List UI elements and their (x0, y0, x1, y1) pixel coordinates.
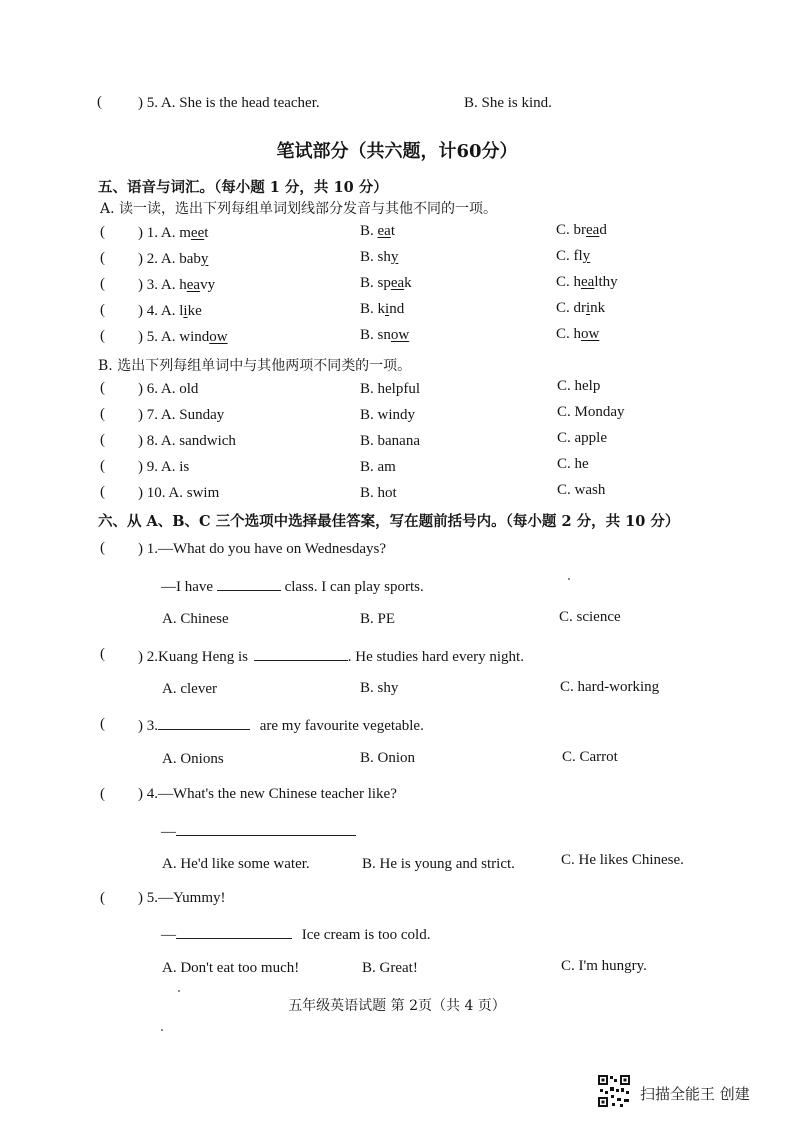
part-a-row-5-option-c: C. how (556, 326, 600, 342)
answer-paren: ( (100, 380, 105, 396)
part-b-row-9-option-a: ) 9. A. is (138, 459, 190, 475)
answer-paren: ( (100, 432, 105, 448)
q4-option-c: C. He likes Chinese. (561, 852, 684, 868)
answer-paren: ( (100, 890, 105, 906)
part-a-row-2-option-a: ) 2. A. baby (138, 251, 209, 267)
part-b-row-6-option-c: C. help (557, 378, 601, 394)
answer-blank[interactable] (217, 576, 281, 591)
answer-blank[interactable] (176, 924, 292, 939)
answer-blank[interactable] (158, 715, 250, 730)
part-b-row-8-option-b: B. banana (360, 433, 420, 449)
part-a-row-3-option-b: B. speak (360, 275, 412, 291)
answer-blank[interactable] (254, 646, 348, 661)
part-b-row-9-option-c: C. he (557, 456, 589, 472)
answer-paren: ( (100, 716, 105, 732)
answer-paren: ( (100, 458, 105, 474)
part-b-row-9-option-b: B. am (360, 459, 396, 475)
top-item-option-a: ) 5. A. She is the head teacher. (138, 95, 320, 111)
part-b-row-8-option-c: C. apple (557, 430, 607, 446)
q4-option-b: B. He is young and strict. (362, 856, 515, 872)
scan-speck (568, 578, 570, 580)
q3-stem: ) 3. are my favourite vegetable. (138, 715, 424, 735)
part-a-row-3-option-c: C. healthy (556, 274, 618, 290)
part-a-row-2-option-b: B. shy (360, 249, 399, 265)
q2-option-b: B. shy (360, 680, 399, 696)
q1-option-a: A. Chinese (162, 611, 229, 627)
answer-paren: ( (100, 302, 105, 318)
part-a-row-4-option-a: ) 4. A. like (138, 303, 202, 319)
part-a-row-2-option-c: C. fly (556, 248, 591, 264)
answer-blank[interactable] (176, 821, 356, 836)
part-a-row-5-option-a: ) 5. A. window (138, 329, 228, 345)
answer-paren: ( (100, 484, 105, 500)
part-a-row-3-option-a: ) 3. A. heavy (138, 277, 216, 293)
scan-speck (161, 1029, 163, 1031)
part-a-row-1-option-b: B. eat (360, 223, 396, 239)
q4-line2: — (161, 821, 356, 841)
answer-paren: ( (100, 224, 105, 240)
part-a-row-4-option-b: B. kind (360, 301, 405, 317)
part-a-row-1-option-a: ) 1. A. meet (138, 225, 209, 241)
section-5a-title: A. 读一读，选出下列每组单词划线部分发音与其他不同的一项。 (100, 201, 498, 217)
answer-paren: ( (100, 406, 105, 422)
part-b-row-7-option-c: C. Monday (557, 404, 625, 420)
answer-paren: ( (100, 250, 105, 266)
part-a-row-4-option-c: C. drink (556, 300, 606, 316)
written-section-heading: 笔试部分（共六题，计60分） (276, 141, 518, 162)
answer-paren: ( (97, 94, 102, 110)
part-b-row-10-option-b: B. hot (360, 485, 397, 501)
part-b-row-8-option-a: ) 8. A. sandwich (138, 433, 236, 449)
q5-stem: ) 5.—Yummy! (138, 890, 226, 906)
q3-option-a: A. Onions (162, 751, 224, 767)
part-b-row-7-option-b: B. windy (360, 407, 416, 423)
section-5-title: 五、语音与词汇。（每小题 1 分，共 10 分） (98, 179, 388, 196)
q2-option-c: C. hard-working (560, 679, 660, 695)
qr-code-icon (597, 1074, 631, 1108)
top-item-option-b: B. She is kind. (464, 95, 552, 111)
q1-option-c: C. science (559, 609, 621, 625)
q1-stem: ) 1.—What do you have on Wednesdays? (138, 541, 387, 557)
q3-option-c: C. Carrot (562, 749, 618, 765)
part-b-row-7-option-a: ) 7. A. Sunday (138, 407, 225, 423)
page-footer: 五年级英语试题 第 2页（共 4 页） (288, 998, 506, 1014)
part-a-row-1-option-c: C. bread (556, 222, 607, 238)
answer-paren: ( (100, 328, 105, 344)
scan-speck (178, 990, 180, 992)
section-5b-title: B. 选出下列每组单词中与其他两项不同类的一项。 (98, 358, 412, 374)
part-b-row-6-option-b: B. helpful (360, 381, 420, 397)
section-6-title: 六、从 A、B、C 三个选项中选择最佳答案，写在题前括号内。（每小题 2 分，共 10 分） (98, 513, 680, 530)
answer-paren: ( (100, 786, 105, 802)
part-b-row-10-option-c: C. wash (557, 482, 606, 498)
q5-option-a: A. Don't eat too much! (162, 960, 300, 976)
q1-option-b: B. PE (360, 611, 396, 627)
part-b-row-10-option-a: ) 10. A. swim (138, 485, 220, 501)
scanner-watermark: 扫描全能王 创建 (640, 1085, 750, 1103)
answer-paren: ( (100, 276, 105, 292)
q5-line2: — Ice cream is too cold. (161, 924, 430, 944)
answer-paren: ( (100, 646, 105, 662)
part-b-row-6-option-a: ) 6. A. old (138, 381, 199, 397)
q4-option-a: A. He'd like some water. (162, 856, 310, 872)
q1-line2: —I have class. I can play sports. (161, 576, 424, 596)
q4-stem: ) 4.—What's the new Chinese teacher like? (138, 786, 397, 802)
q5-option-b: B. Great! (362, 960, 418, 976)
q2-stem: ) 2.Kuang Heng is . He studies hard every night. (138, 646, 524, 666)
q3-option-b: B. Onion (360, 750, 416, 766)
q2-option-a: A. clever (162, 681, 217, 697)
q5-option-c: C. I'm hungry. (561, 958, 647, 974)
answer-paren: ( (100, 540, 105, 556)
part-a-row-5-option-b: B. snow (360, 327, 410, 343)
